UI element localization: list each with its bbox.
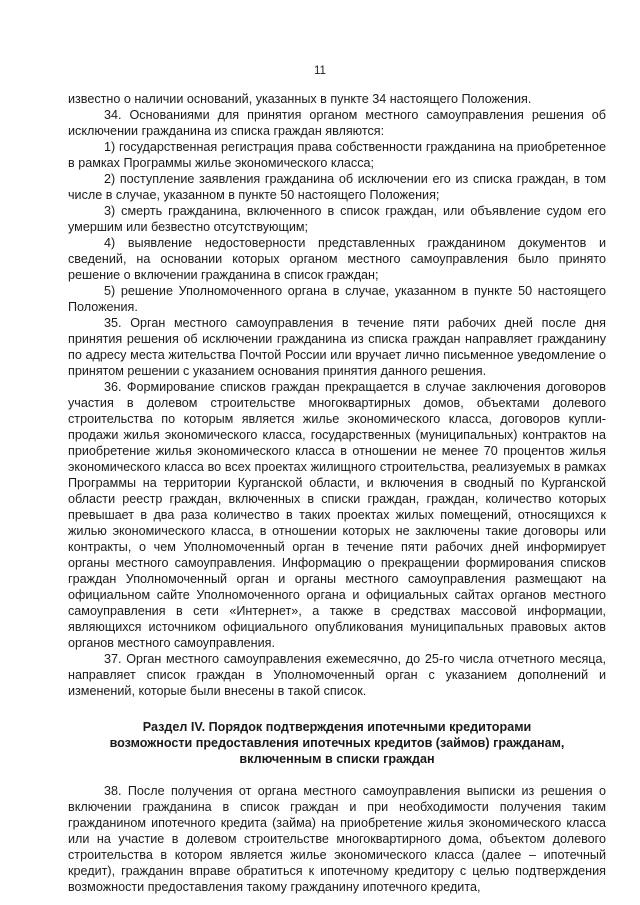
list-item-2: 2) поступление заявления гражданина об исключении его из списка граждан, в том числе в случае, указанном в пункте 50 настоящего Положения; [68, 172, 606, 202]
paragraph-36: 36. Формирование списков граждан прекращается в случае заключения договоров участия в долевом строительстве многоквартирных домов, объектами долевого строительства по которым является жилье экономического класса, договоров купли-продажи жилья экономического класса, государственных (муниципальных) контрактов на приобретение жилья экономического класса в отношении не менее 70 процентов жилья экономического класса во всех проектах жилищного строительства, реализуемых в рамках Программы на территории Курганской области, и включения в сводный по Курганской области реестр граждан, включенных в списки граждан, граждан, количество которых превышает в два раза количество в таких проектах жилых помещений, относящихся к жилью экономического класса, в отношении которых не заключены такие договоры или контракты, о чем Уполномоченный орган в течение пяти рабочих дней информирует органы местного самоуправления. Информацию о прекращении формирования списков граждан Уполномоченный орган и органы местного самоуправления размещают на официальном сайте Уполномоченного органа и официальных сайтах органов местного самоуправления в сети «Интернет», а также в средствах массовой информации, являющихся источником официального опубликования муниципальных правовых актов органов местного самоуправления. [68, 380, 606, 650]
list-item-4: 4) выявление недостоверности представленных гражданином документов и сведений, на основании которых органом местного самоуправления было принято решение о включении гражданина в список граждан; [68, 236, 606, 282]
paragraph-34: 34. Основаниями для принятия органом местного самоуправления решения об исключении гражданина из списка граждан являются: [68, 108, 606, 138]
section-heading-line-2: возможности предоставления ипотечных кредитов (займов) гражданам, [109, 736, 565, 750]
paragraph-35: 35. Орган местного самоуправления в течение пяти рабочих дней после дня принятия решения об исключении гражданина из списка граждан направляет гражданину по адресу места жительства Почтой России или вручает лично письменное уведомление о принятом решении с указанием основания принятия данного решения. [68, 316, 606, 378]
paragraph-37: 37. Орган местного самоуправления ежемесячно, до 25-го числа отчетного месяца, направляет список граждан в Уполномоченный орган с указанием дополнений и изменений, которые были внесены в такой список. [68, 652, 606, 698]
section-heading-line-1: Раздел IV. Порядок подтверждения ипотечными кредиторами [142, 720, 532, 734]
paragraph-38: 38. После получения от органа местного самоуправления выписки из решения о включении гражданина в список граждан и при необходимости получения таким гражданином ипотечного кредита (займа) на приобретение жилья экономического класса или на участие в долевом строительстве многоквартирного дома, объектом долевого строительства в котором является жилье экономического класса (далее – ипотечный кредит), гражданин вправе обратиться к ипотечному кредитору с целью подтверждения возможности предоставления такому гражданину ипотечного кредита, [68, 784, 606, 894]
section-heading [68, 719, 606, 767]
page-number: 11 [314, 65, 326, 77]
paragraph-continuation: известно о наличии оснований, указанных в пункте 34 настоящего Положения. [68, 92, 532, 106]
section-heading-line-3: включенным в списки граждан [239, 752, 435, 766]
paragraphs-bottom [68, 783, 606, 895]
list-item-3: 3) смерть гражданина, включенного в список граждан, или объявление судом его умершим или безвестно отсутствующим; [68, 204, 606, 234]
document-body [68, 91, 606, 895]
list-item-5: 5) решение Уполномоченного органа в случае, указанном в пункте 50 настоящего Положения. [68, 284, 606, 314]
list-item-1: 1) государственная регистрация права собственности гражданина на приобретенное в рамках Программы жилье экономического класса; [68, 140, 606, 170]
paragraphs-top [68, 91, 606, 699]
